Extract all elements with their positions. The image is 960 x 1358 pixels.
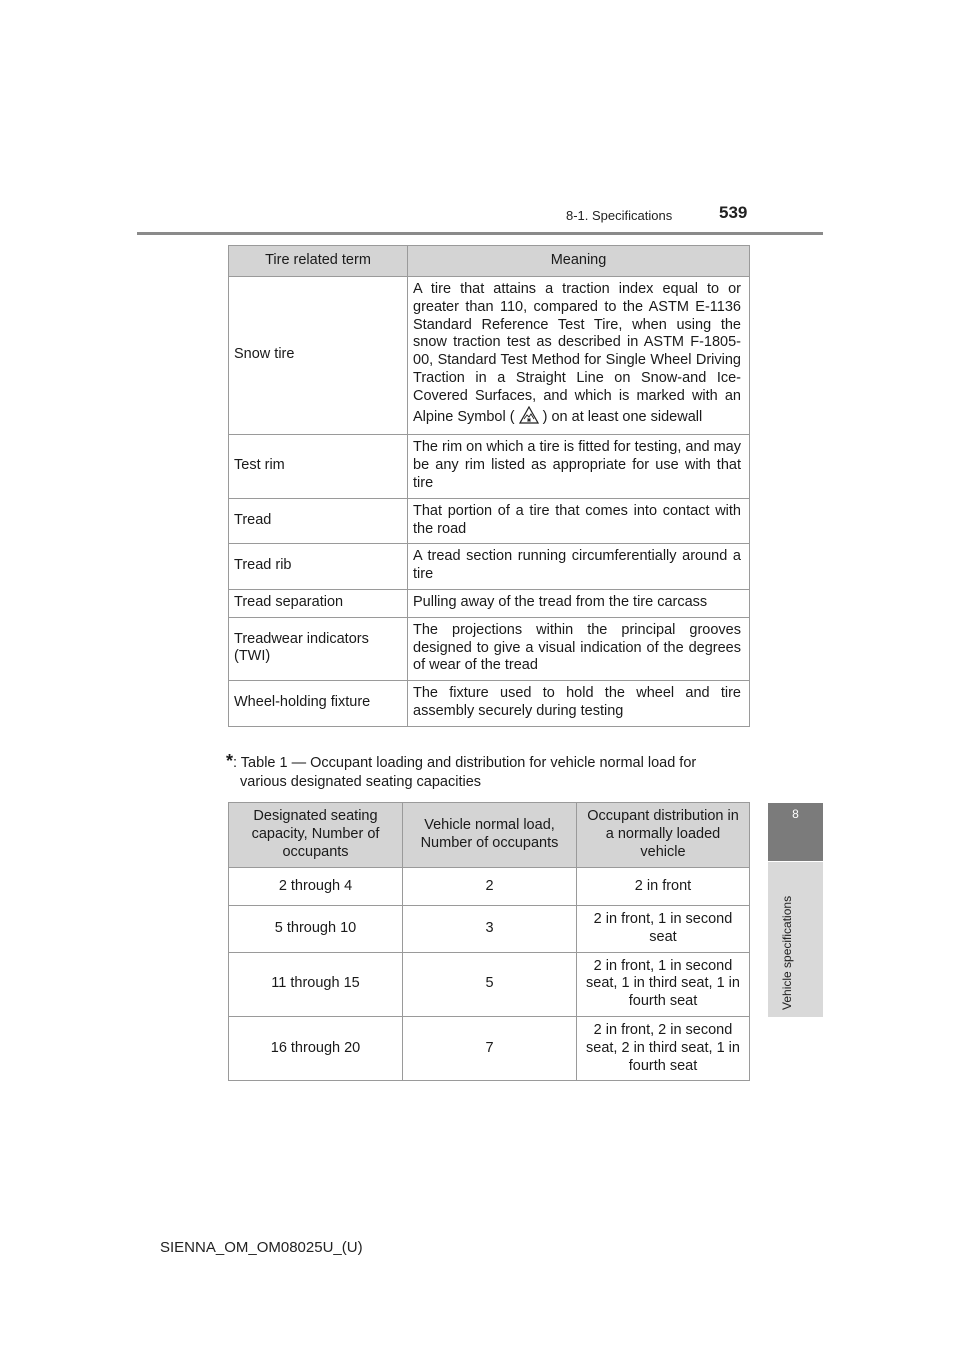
- meaning-cell: A tread section running circumferentially around a tire: [408, 544, 750, 590]
- table-row: [229, 435, 750, 498]
- meaning-cell: Pulling away of the tread from the tire carcass: [408, 589, 750, 617]
- capacity-cell: 16 through 20: [229, 1016, 403, 1080]
- occupant-loading-table: [228, 802, 750, 1081]
- section-title: 8-1. Specifications: [566, 208, 673, 223]
- column-header-meaning: Meaning: [408, 246, 750, 277]
- table-row: [229, 277, 750, 435]
- footnote-line-1: : Table 1 — Occupant loading and distribution for vehicle normal load for: [233, 755, 697, 771]
- meaning-text-cont: ) on at least one sidewall: [542, 408, 703, 425]
- table-header-row: [229, 246, 750, 277]
- document-id: SIENNA_OM_OM08025U_(U): [160, 1239, 363, 1256]
- table-row: [229, 617, 750, 680]
- capacity-cell: 2 through 4: [229, 868, 403, 906]
- meaning-cell: The projections within the principal grooves designed to give a visual indication of the degrees of wear of the tread: [408, 617, 750, 680]
- header-divider: [137, 232, 823, 235]
- table-row: [229, 1016, 750, 1080]
- footnote-line-2: various designated seating capacities: [240, 774, 482, 790]
- meaning-text: A tire that attains a traction index equal to or greater than 110, compared to the ASTM E-1136 Standard Reference Test Tire, when using the snow traction test as described in ASTM F-1805-00, Standard Test Method for Single Wheel Driving Traction in a Straight Line on Snow-and Ice-Covered Surfaces, and which is marked with an Alpine Symbol (: [413, 281, 741, 425]
- tire-terms-table: [228, 245, 750, 727]
- footnote-marker: *: [226, 751, 234, 771]
- normal-load-cell: 3: [403, 906, 577, 953]
- table-row: [229, 544, 750, 590]
- term-cell: Test rim: [229, 435, 408, 498]
- distribution-cell: 2 in front, 1 in second seat, 1 in third seat, 1 in fourth seat: [577, 952, 750, 1016]
- capacity-cell: 5 through 10: [229, 906, 403, 953]
- term-cell: Snow tire: [229, 277, 408, 435]
- table-row: [229, 589, 750, 617]
- distribution-cell: 2 in front, 1 in second seat: [577, 906, 750, 953]
- chapter-number: 8: [792, 807, 799, 821]
- page-number: 539: [719, 203, 748, 222]
- term-cell: Tread: [229, 498, 408, 544]
- term-cell: Wheel-holding fixture: [229, 681, 408, 727]
- column-header-capacity: Designated seating capacity, Number of occupants: [229, 803, 403, 868]
- table-footnote: [226, 752, 751, 792]
- normal-load-cell: 5: [403, 952, 577, 1016]
- column-header-distribution: Occupant distribution in a normally loaded vehicle: [577, 803, 750, 868]
- chapter-tab: [768, 803, 823, 861]
- normal-load-cell: 2: [403, 868, 577, 906]
- meaning-cell: The fixture used to hold the wheel and tire assembly securely during testing: [408, 681, 750, 727]
- table-row: [229, 681, 750, 727]
- column-header-term: Tire related term: [229, 246, 408, 277]
- table-row: [229, 498, 750, 544]
- normal-load-cell: 7: [403, 1016, 577, 1080]
- table-row: [229, 952, 750, 1016]
- distribution-cell: 2 in front: [577, 868, 750, 906]
- distribution-cell: 2 in front, 2 in second seat, 2 in third seat, 1 in fourth seat: [577, 1016, 750, 1080]
- table-row: [229, 868, 750, 906]
- term-cell: Tread separation: [229, 589, 408, 617]
- meaning-cell: That portion of a tire that comes into contact with the road: [408, 498, 750, 544]
- meaning-cell: The rim on which a tire is fitted for testing, and may be any rim listed as appropriate for use with that tire: [408, 435, 750, 498]
- table-header-row: [229, 803, 750, 868]
- capacity-cell: 11 through 15: [229, 952, 403, 1016]
- table-row: [229, 906, 750, 953]
- alpine-symbol-icon: [519, 406, 539, 430]
- column-header-normal-load: Vehicle normal load, Number of occupants: [403, 803, 577, 868]
- term-cell: Treadwear indicators (TWI): [229, 617, 408, 680]
- term-cell: Tread rib: [229, 544, 408, 590]
- chapter-sidebar: [768, 862, 823, 1017]
- chapter-label: Vehicle specifications: [780, 895, 794, 1010]
- meaning-cell: [408, 277, 750, 435]
